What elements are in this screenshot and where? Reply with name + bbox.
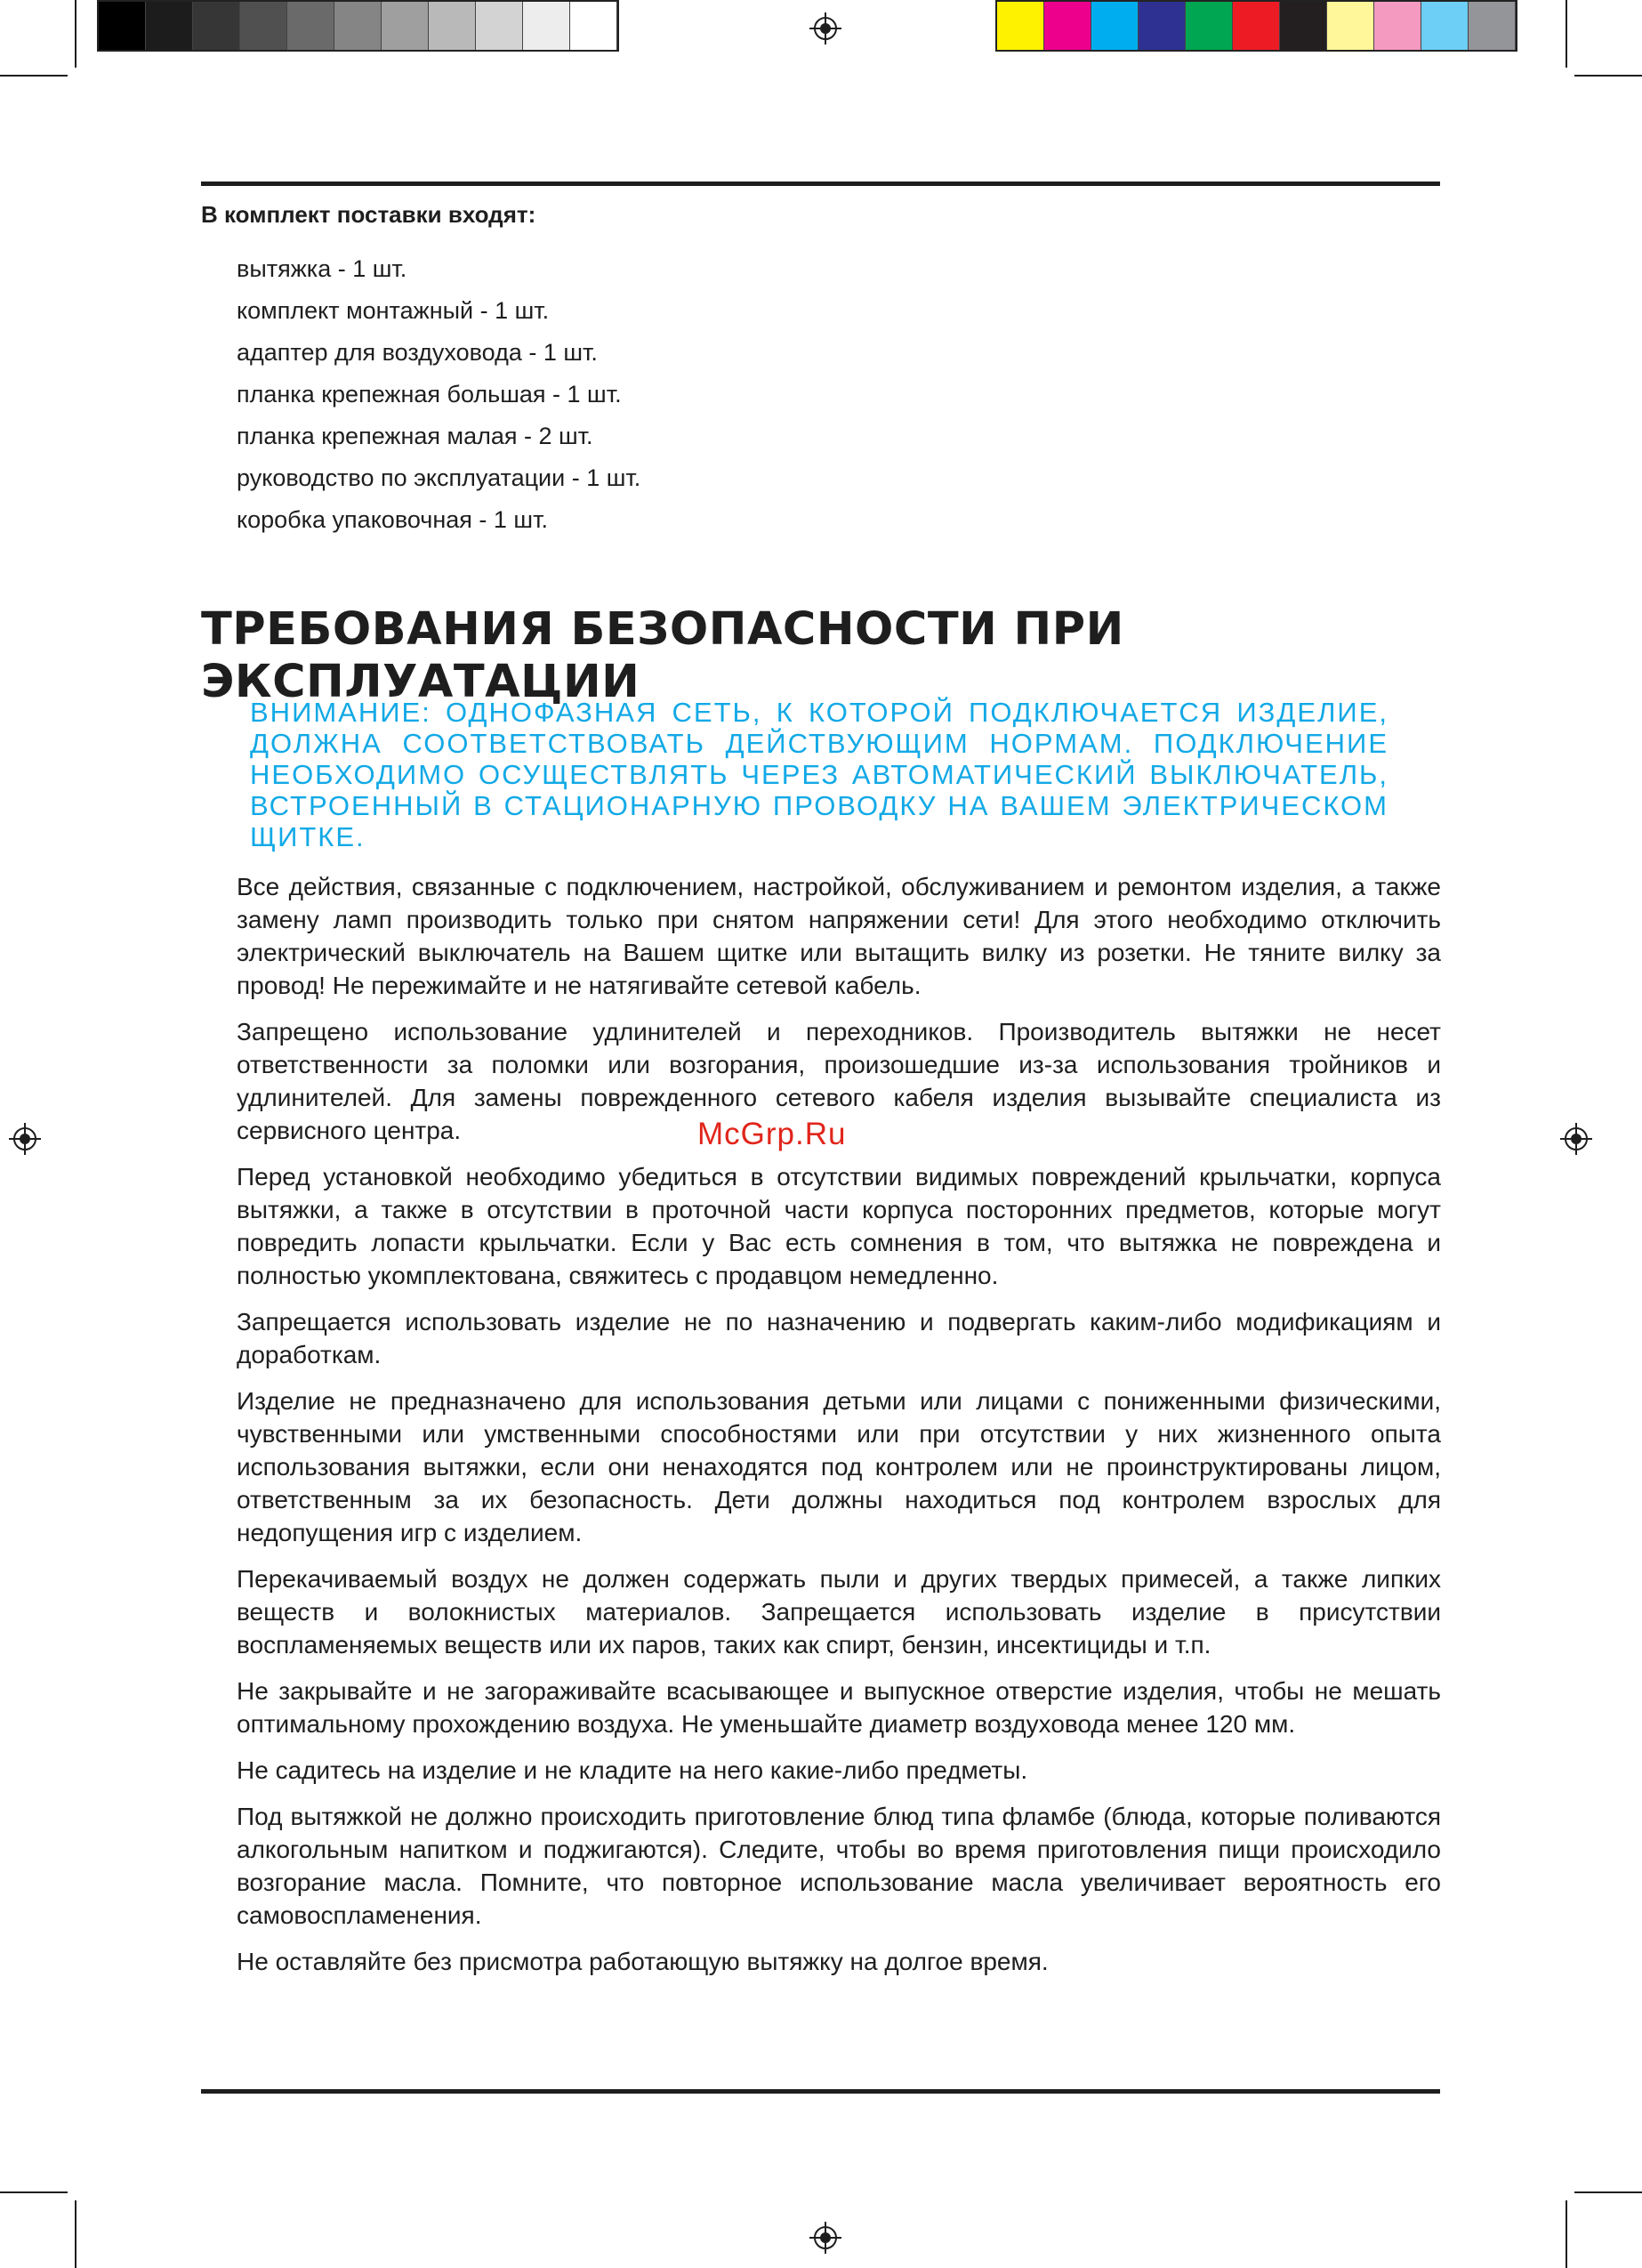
process-swatch (1469, 2, 1516, 50)
top-rule (201, 182, 1440, 186)
registration-mark-bottom (809, 2222, 841, 2254)
grayscale-swatch (523, 2, 570, 50)
list-item: комплект монтажный - 1 шт. (237, 297, 550, 324)
process-swatch (997, 2, 1044, 50)
process-swatch (1044, 2, 1091, 50)
crop-mark (1566, 0, 1567, 68)
registration-mark-left (9, 1123, 41, 1155)
section-title: ТРЕБОВАНИЯ БЕЗОПАСНОСТИ ПРИ ЭКСПЛУАТАЦИИ (201, 603, 1124, 708)
list-item: руководство по эксплуатации - 1 шт. (237, 464, 641, 491)
process-swatch (1233, 2, 1280, 50)
paragraph: Запрещается использовать изделие не по назначению и подвергать каким-либо модификациям и доработкам. (237, 1308, 1441, 1368)
process-swatch (1186, 2, 1233, 50)
paragraph: Не оставляйте без присмотра работающую вытяжку на долгое время. (237, 1948, 1049, 1975)
grayscale-swatch (99, 2, 146, 50)
paragraph: Перекачиваемый воздух не должен содержать пыли и других твердых примесей, а также липких веществ и волокнистых материалов. Запрещается использовать изделие в присутствии воспламеняемых веществ или их паров, таких как спирт, бензин, инсектициды и т.п. (237, 1565, 1441, 1659)
registration-mark-top (809, 12, 841, 44)
kit-title: В комплект поставки входят: (201, 201, 536, 228)
grayscale-swatch (287, 2, 334, 50)
bottom-rule (201, 2089, 1440, 2094)
paragraph: Все действия, связанные с подключением, настройкой, обслуживанием и ремонтом изделия, а также замену ламп производить только при снятом напряжении сети! Для этого необходимо отключить электрический выключатель на Вашем щитке или вытащить вилку из розетки. Не тяните вилку за провод! Не пережимайте и не натягивайте сетевой кабель. (237, 873, 1441, 999)
process-swatch (1280, 2, 1327, 50)
paragraph: Изделие не предназначено для использования детьми или лицами с пониженными физическими, чувственными или умственными способностями или при отсутствии у них жизненного опыта использования вытяжки, если они ненаходятся под контролем или не проинструктированы лицом, ответственным за их безопасность. Дети должны находиться под контролем взрослых для недопущения игр с изделием. (237, 1387, 1441, 1546)
crop-mark (1574, 2191, 1642, 2193)
warning-notice: ВНИМАНИЕ: ОДНОФАЗНАЯ СЕТЬ, К КОТОРОЙ ПОДКЛЮЧАЕТСЯ ИЗДЕЛИЕ, ДОЛЖНА СООТВЕТСТВОВАТЬ ДЕЙСТВУЮЩИМ НОРМАМ. ПОДКЛЮЧЕНИЕ НЕОБХОДИМО ОСУЩЕСТВЛЯТЬ ЧЕРЕЗ АВТОМАТИЧЕСКИЙ ВЫКЛЮЧАТЕЛЬ, ВСТРОЕННЫЙ В СТАЦИОНАРНУЮ ПРОВОДКУ НА ВАШЕМ ЭЛЕКТРИЧЕСКОМ ЩИТКЕ. (250, 697, 1388, 852)
kit-list (237, 248, 640, 541)
grayscale-swatch (240, 2, 287, 50)
list-item: коробка упаковочная - 1 шт. (237, 506, 548, 533)
grayscale-swatch (476, 2, 523, 50)
grayscale-swatch (334, 2, 382, 50)
process-swatch (1091, 2, 1139, 50)
crop-mark (1566, 2200, 1567, 2268)
process-swatch (1374, 2, 1421, 50)
process-swatch (1421, 2, 1469, 50)
process-swatch (1139, 2, 1186, 50)
crop-mark (0, 2191, 68, 2193)
registration-mark-right (1560, 1123, 1592, 1155)
paragraph: Под вытяжкой не должно происходить приготовление блюд типа фламбе (блюда, которые поливаются алкогольным напитком и поджигаются). Следите, чтобы во время приготовления пищи происходило возгорание масла. Помните, что повторное использование масла увеличивает вероятность его самовоспламенения. (237, 1803, 1441, 1929)
crop-mark (1574, 75, 1642, 77)
list-item: планка крепежная большая - 1 шт. (237, 381, 622, 408)
list-item: вытяжка - 1 шт. (237, 255, 407, 282)
paragraph: Запрещено использование удлинителей и переходников. Производитель вытяжки не несет ответственности за поломки или возгорания, произошедшие из-за использования тройников и удлинителей. Для замены поврежденного сетевого кабеля изделия вызывайте специалиста из сервисного центра. (237, 1018, 1441, 1144)
crop-mark (0, 75, 68, 77)
paragraph: Перед установкой необходимо убедиться в отсутствии видимых повреждений крыльчатки, корпуса вытяжки, а также в отсутствии в проточной части корпуса посторонних предметов, которые могут повредить лопасти крыльчатки. Если у Вас есть сомнения в том, что вытяжка не повреждена и полностью укомплектована, свяжитесь с продавцом немедленно. (237, 1163, 1441, 1289)
process-swatch (1327, 2, 1374, 50)
crop-mark (75, 0, 76, 68)
process-color-bar (995, 0, 1517, 52)
crop-mark (75, 2200, 76, 2268)
grayscale-swatch (382, 2, 429, 50)
paragraph: Не садитесь на изделие и не кладите на него какие-либо предметы. (237, 1756, 1028, 1784)
paragraph: Не закрывайте и не загораживайте всасывающее и выпускное отверстие изделия, чтобы не мешать оптимальному прохождению воздуха. Не уменьшайте диаметр воздуховода менее 120 мм. (237, 1677, 1441, 1738)
grayscale-swatch (193, 2, 240, 50)
watermark: McGrp.Ru (697, 1117, 847, 1151)
grayscale-swatch (146, 2, 193, 50)
safety-paragraphs (237, 870, 1441, 1991)
list-item: адаптер для воздуховода - 1 шт. (237, 339, 598, 366)
list-item: планка крепежная малая - 2 шт. (237, 423, 593, 449)
grayscale-color-bar (97, 0, 619, 52)
grayscale-swatch (570, 2, 617, 50)
grayscale-swatch (429, 2, 476, 50)
